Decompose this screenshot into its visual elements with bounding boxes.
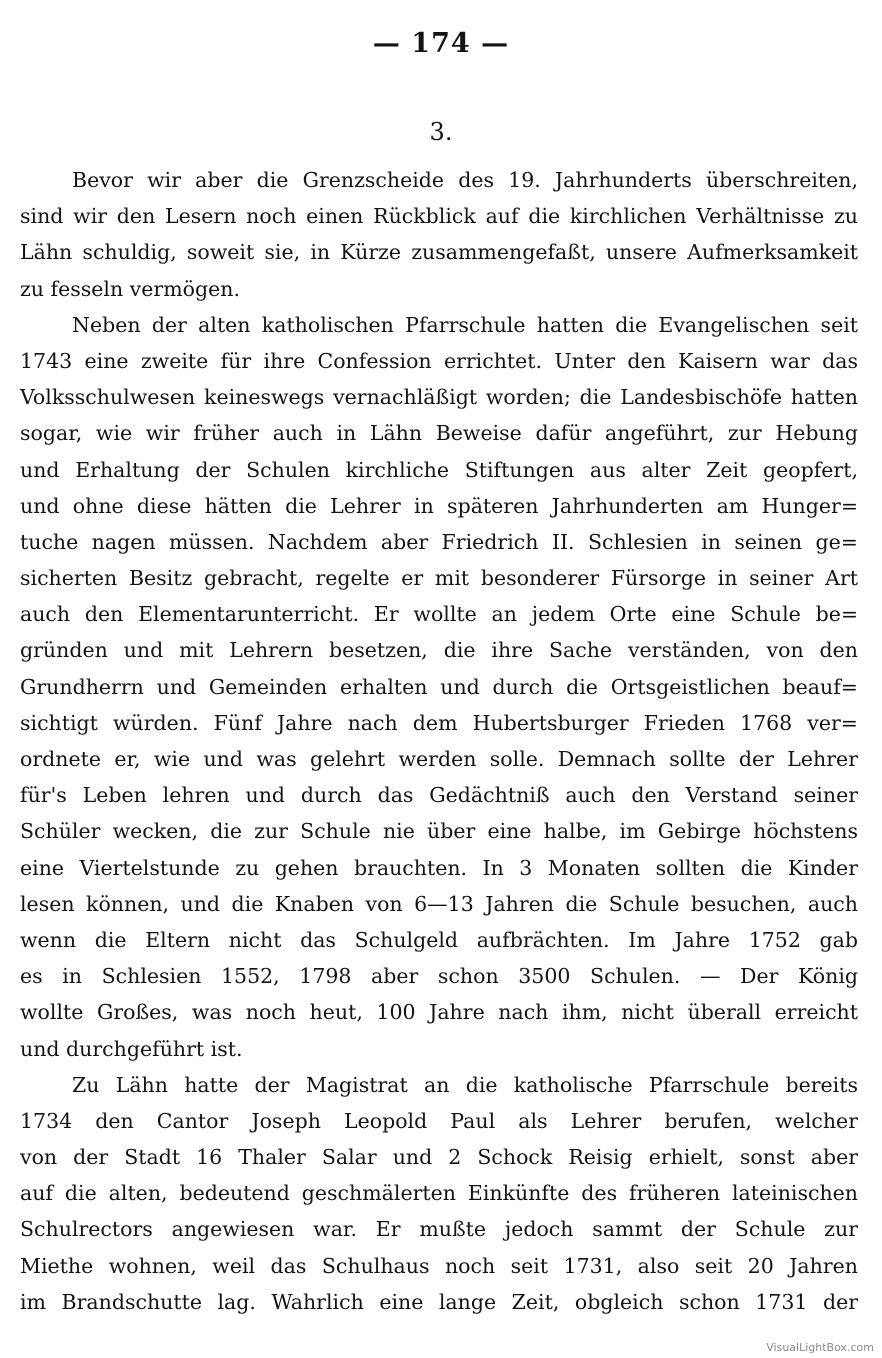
body-text xyxy=(20,162,858,1320)
text-line: Schüler wecken, die zur Schule nie über eine halbe, im Gebirge höchstens xyxy=(20,819,858,844)
text-line: Miethe wohnen, weil das Schulhaus noch seit 1731, also seit 20 Jahren xyxy=(20,1253,858,1278)
text-line: Zu Lähn hatte der Magistrat an die katholische Pfarrschule bereits xyxy=(72,1072,858,1097)
text-line: sicherten Besitz gebracht, regelte er mit besonderer Fürsorge in seiner Art xyxy=(20,566,858,591)
text-line: 1743 eine zweite für ihre Confession errichtet. Unter den Kaisern war das xyxy=(20,348,858,373)
text-line: es in Schlesien 1552, 1798 aber schon 3500 Schulen. — Der König xyxy=(20,964,858,989)
text-line: sind wir den Lesern noch einen Rückblick auf die kirchlichen Verhältnisse zu xyxy=(20,204,858,229)
text-line: auf die alten, bedeutend geschmälerten Einkünfte des früheren lateinischen xyxy=(20,1181,858,1206)
text-line: tuche nagen müssen. Nachdem aber Friedrich II. Schlesien in seinen ge= xyxy=(20,529,858,554)
text-line: für's Leben lehren und durch das Gedächtniß auch den Verstand seiner xyxy=(20,783,858,808)
text-line: von der Stadt 16 Thaler Salar und 2 Schock Reisig erhielt, sonst aber xyxy=(20,1145,858,1170)
text-line: zu fesseln vermögen. xyxy=(20,276,240,301)
section-heading: 3. xyxy=(429,118,453,146)
text-line: auch den Elementarunterricht. Er wollte an jedem Orte eine Schule be= xyxy=(20,602,858,627)
text-line: und Erhaltung der Schulen kirchliche Stiftungen aus alter Zeit geopfert, xyxy=(20,457,858,482)
text-line: gründen und mit Lehrern besetzen, die ihre Sache verständen, von den xyxy=(20,638,858,663)
text-line: Grundherrn und Gemeinden erhalten und durch die Ortsgeistlichen beauf= xyxy=(20,674,858,699)
text-line: Lähn schuldig, soweit sie, in Kürze zusammengefaßt, unsere Aufmerksamkeit xyxy=(20,240,858,265)
watermark: VisualLightBox.com xyxy=(766,1341,874,1354)
text-line: eine Viertelstunde zu gehen brauchten. In 3 Monaten sollten die Kinder xyxy=(20,855,858,880)
text-line: sogar, wie wir früher auch in Lähn Beweise dafür angeführt, zur Hebung xyxy=(20,421,858,446)
text-line: im Brandschutte lag. Wahrlich eine lange Zeit, obgleich schon 1731 der xyxy=(20,1289,858,1314)
text-line: wenn die Eltern nicht das Schulgeld aufbrächten. Im Jahre 1752 gab xyxy=(20,927,858,952)
text-line: sichtigt würden. Fünf Jahre nach dem Hubertsburger Frieden 1768 ver= xyxy=(20,710,858,735)
text-line: Bevor wir aber die Grenzscheide des 19. Jahrhunderts überschreiten, xyxy=(72,168,858,192)
text-line: 1734 den Cantor Joseph Leopold Paul als Lehrer berufen, welcher xyxy=(20,1108,858,1133)
text-line: ordnete er, wie und was gelehrt werden solle. Demnach sollte der Lehrer xyxy=(20,747,858,771)
text-line: Schulrectors angewiesen war. Er mußte jedoch sammt der Schule zur xyxy=(20,1217,858,1242)
text-line: Volksschulwesen keineswegs vernachläßigt worden; die Landesbischöfe hatten xyxy=(20,385,858,410)
text-line: Neben der alten katholischen Pfarrschule hatten die Evangelischen seit xyxy=(72,312,858,337)
text-line: und durchgeführt ist. xyxy=(20,1036,243,1061)
text-line: und ohne diese hätten die Lehrer in späteren Jahrhunderten am Hunger= xyxy=(20,493,858,518)
text-line: lesen können, und die Knaben von 6—13 Jahren die Schule besuchen, auch xyxy=(20,891,858,916)
text-line: wollte Großes, was noch heut, 100 Jahre nach ihm, nicht überall erreicht xyxy=(20,1000,858,1025)
page-number: — 174 — xyxy=(372,28,510,59)
